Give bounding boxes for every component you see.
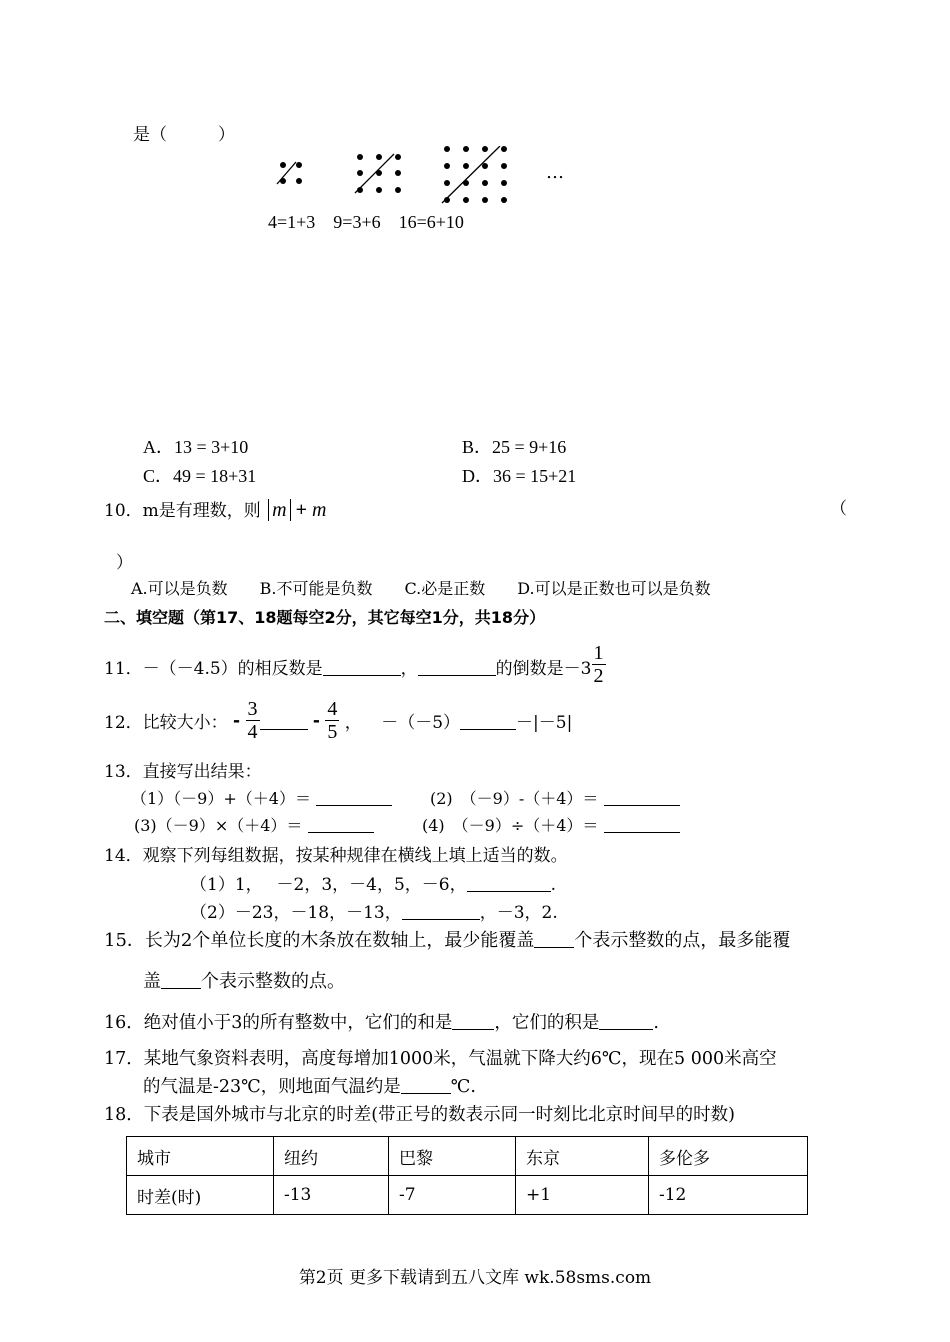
q10-expr-tail: + m [295,499,327,521]
table-cell: +1 [516,1176,649,1215]
q13-item-2: (2) （－9）-（＋4）＝ [430,786,680,809]
time-difference-table [126,1136,808,1215]
table-cell: -13 [274,1176,389,1215]
q17-blank[interactable] [401,1076,451,1095]
q10-paren-open: （ [830,499,847,519]
q10-options: A.可以是负数 B.不可能是负数 C.必是正数 D.可以是正数也可以是负数 [131,579,711,598]
q13-item-3: (3)（－9）×（＋4）＝ [134,813,374,836]
q13-item-4: (4) （－9）÷（＋4）＝ [422,813,680,836]
q12-blank-2[interactable] [460,712,516,730]
q12: 12．比较大小： - $\frac{3}{4}$ - $\frac{4}{5}$ ， －（－5） －|－5| [104,698,573,743]
table-row [127,1176,808,1215]
q14-line-1: （1）1， －2，3，－4，5，－6， . [190,875,557,895]
q9-option-c: C．49 = 18+31 [143,466,257,486]
q11: 11．－（－4.5）的相反数是 ， 的倒数是－3 $\frac{1}{2}$ [104,642,604,687]
abs-value-m: m [268,499,290,521]
q18-title: 18．下表是国外城市与北京的时差(带正号的数表示同一时刻比北京时间早的时数) [104,1105,735,1125]
dot-figure-4 [277,162,302,184]
page-footer: 第2页 更多下载请到五八文库 wk.58sms.com [298,1268,652,1288]
table-header-cell: 城市 [127,1137,274,1176]
table-cell: 时差(时) [127,1176,274,1215]
q14-blank-2[interactable] [402,902,480,920]
q13-blank-3[interactable] [308,816,374,833]
q9-option-b: B．25 = 9+16 [462,437,567,457]
q10-stem: 10．m是有理数，则 m + m [104,499,327,521]
q15-line-2: 盖 个表示整数的点。 [143,971,345,992]
q10-paren-close: ） [116,553,133,573]
table-header-row [127,1137,808,1176]
q13-blank-2[interactable] [604,789,680,806]
dots-caption: 4=1+3 9=3+6 16=6+10 [268,212,464,232]
dot-figure-16 [442,146,507,203]
q9-option-a: A．13 = 3+10 [143,437,249,457]
q15-blank-1[interactable] [534,929,574,948]
q12-blank-1[interactable] [260,712,308,730]
q11-blank-2[interactable] [418,658,496,676]
table-header-cell: 纽约 [274,1137,389,1176]
table-cell: -12 [649,1176,808,1215]
q17-line-1: 17．某地气象资料表明，高度每增加1000米，气温就下降大约6℃，现在5 000米高空 [104,1049,777,1069]
ellipsis: … [546,162,564,183]
q13-item-1: （1）（－9）+（＋4）＝ [131,786,392,809]
q14-blank-1[interactable] [467,874,551,892]
fraction-one-half: $\frac{1}{2}$ [593,642,604,687]
q16: 16．绝对值小于3的所有整数中，它们的和是 ，它们的积是 . [104,1013,659,1033]
q15-line-1: 15．长为2个单位长度的木条放在数轴上，最少能覆盖 个表示整数的点，最多能覆 [104,930,791,951]
q13-title: 13．直接写出结果： [104,762,262,782]
dot-figure-9 [355,154,401,193]
fraction-four-fifths: $\frac{4}{5}$ [327,698,338,743]
q14-line-2: （2）－23，－18，－13， ，－3，2. [190,903,558,923]
q11-blank-1[interactable] [323,658,401,676]
q13-blank-1[interactable] [316,789,392,806]
q16-blank-2[interactable] [599,1012,653,1031]
table-header-cell: 多伦多 [649,1137,808,1176]
table-cell: -7 [389,1176,516,1215]
q13-blank-4[interactable] [604,816,680,833]
q9-stem-tail: 是（ ） [133,125,235,145]
q9-option-d: D．36 = 15+21 [462,466,577,486]
fraction-three-quarters: $\frac{3}{4}$ [247,698,258,743]
dot-figures [270,146,570,208]
q14-title: 14．观察下列每组数据，按某种规律在横线上填上适当的数。 [104,846,568,866]
q16-blank-1[interactable] [452,1012,494,1031]
q15-blank-2[interactable] [161,970,201,989]
q17-line-2: 的气温是-23℃，则地面气温约是 ℃. [143,1077,476,1097]
table-header-cell: 巴黎 [389,1137,516,1176]
table-header-cell: 东京 [516,1137,649,1176]
section-title: 二、填空题（第17、18题每空2分，其它每空1分，共18分） [104,608,546,627]
